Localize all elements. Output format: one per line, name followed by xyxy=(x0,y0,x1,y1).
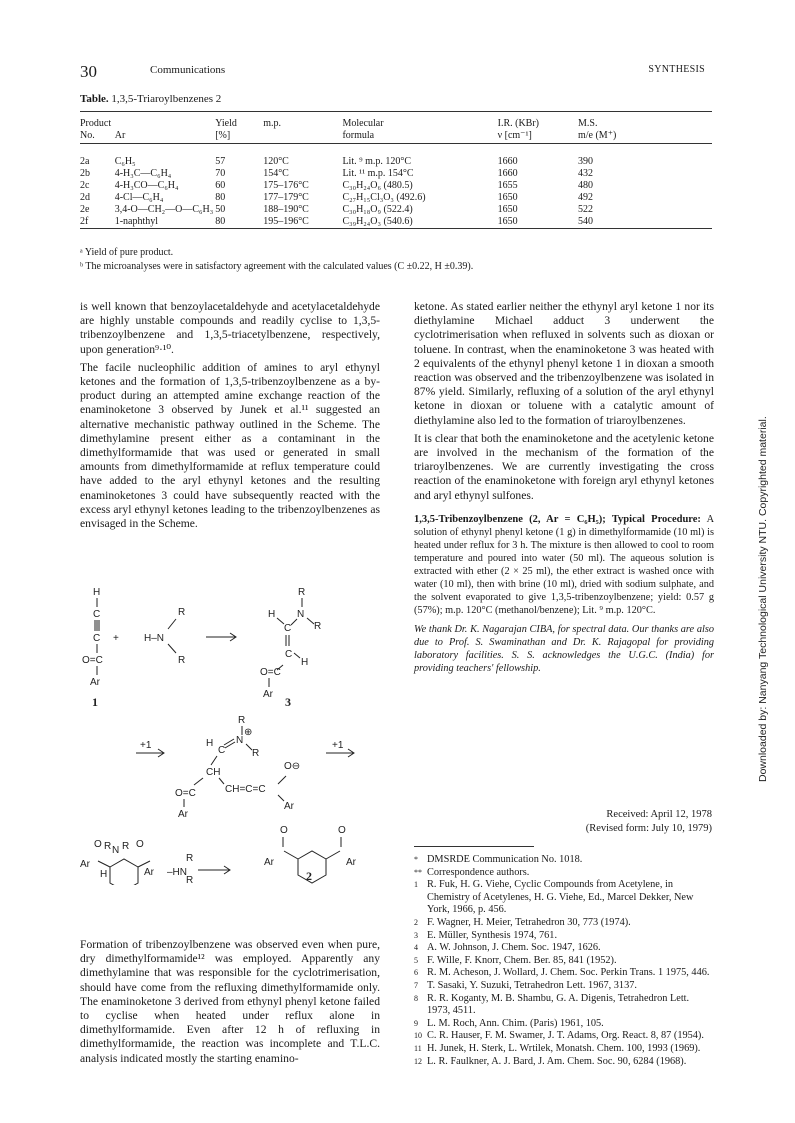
scheme-label: Ar xyxy=(80,859,90,870)
received-date: Received: April 12, 1978 xyxy=(606,809,712,820)
scheme-label: Ar xyxy=(264,857,274,868)
scheme-label: H xyxy=(100,869,108,880)
reference-item xyxy=(414,930,714,943)
reference-marker: 3 xyxy=(414,930,418,940)
column-header: [%] xyxy=(215,130,231,141)
scheme-label: + xyxy=(113,633,119,644)
download-notice xyxy=(757,282,775,782)
scheme-label: C xyxy=(218,745,226,756)
table-cell: 390 xyxy=(577,156,593,167)
scheme-label: O=C xyxy=(260,667,281,678)
scheme-label: +1 xyxy=(140,740,152,751)
table-row xyxy=(80,216,712,228)
reference-text: F. Wagner, H. Meier, Tetrahedron 30, 773 (1974). xyxy=(427,916,631,928)
table-header-rule xyxy=(80,143,712,144)
procedure-body: A solution of ethynyl phenyl ketone (1 g) in dimethylformamide (10 ml) is heated under reflux for 3 h. The mixture is then allowed to cool to room temperature and poured into water (50 ml). The aqueous solution is extracted with ether (2 × 25 ml), the ether extract is washed once with water (10 ml), then with brine (10 ml), dried with sodium sulphate, and the solvent evaporated to give 1,3,5-tribenzoylbenzene; yield: 0.57 g (57%); m.p. 120°C (methanol/benzene); Lit. ⁹ m.p. 120°C. xyxy=(414,513,714,616)
scheme-label: ⊕ xyxy=(244,727,253,738)
reference-marker: 9 xyxy=(414,1018,418,1028)
table-cell: 2b xyxy=(80,168,90,179)
reference-item xyxy=(414,980,714,993)
scheme-label: O xyxy=(94,839,102,850)
column-header: Ar xyxy=(114,130,126,141)
references xyxy=(414,854,714,1068)
reference-marker: 4 xyxy=(414,943,418,953)
table-footnote-b: ᵇ The microanalyses were in satisfactory agreement with the calculated values (C ±0.22, H ±0.39). xyxy=(80,261,474,272)
compound-1 xyxy=(82,587,103,709)
references-rule xyxy=(414,846,534,847)
table-cell: 480 xyxy=(577,180,593,191)
scheme-label: R xyxy=(298,587,306,598)
reference-text: R. Fuk, H. G. Viehe, Cyclic Compounds from Acetylene, in Chemistry of Acetylenes, H. G. Viehe, Ed., Marcel Dekker, New York, 1966, p. 456. xyxy=(427,879,694,916)
table-cell: 4-H₃C—C₆H₄ xyxy=(114,168,172,179)
cyclic-intermediate xyxy=(80,839,155,885)
column-header: Molecular xyxy=(342,118,384,129)
table-cell: 177–179°C xyxy=(263,192,309,203)
arrow xyxy=(206,633,236,641)
column-header: Product xyxy=(80,118,112,129)
reference-marker: 1 xyxy=(414,880,418,890)
table-cell: 1660 xyxy=(497,156,518,167)
table-cell: C₃₀H₂₄O₆ (480.5) xyxy=(342,180,413,191)
scheme-label: C xyxy=(285,649,293,660)
table-cell: 540 xyxy=(577,216,593,227)
scheme-label: –HN xyxy=(167,867,188,878)
column-header: No. xyxy=(80,130,95,141)
reference-marker: 11 xyxy=(414,1043,422,1053)
table-caption: Table. 1,3,5-Triaroylbenzenes 2 xyxy=(80,93,222,105)
table-cell: 80 xyxy=(215,216,226,227)
scheme-label: CH=C=C xyxy=(225,784,266,795)
left-column-bottom xyxy=(80,938,380,1070)
table-cell: 120°C xyxy=(263,156,289,167)
paragraph: is well known that benzoylacetaldehyde and acetylacetaldehyde are highly unstable compounds and readily cyclise to 1,3,5-tribenzoylbenzene and 1,3,5-triacetylbenzene, respectively, upon generation⁹·¹⁰. xyxy=(80,300,380,356)
table-cell: C₂₇H₁₅Cl₃O₃ (492.6) xyxy=(342,192,426,203)
reference-text: T. Sasaki, Y. Suzuki, Tetrahedron Lett. 1967, 3137. xyxy=(427,979,637,991)
reference-text: H. Junek, H. Sterk, L. Wrtilek, Monatsh. Chem. 100, 1993 (1969). xyxy=(427,1042,701,1054)
reaction-scheme xyxy=(80,585,380,885)
reference-item xyxy=(414,942,714,955)
reference-item xyxy=(414,917,714,930)
reference-marker: 6 xyxy=(414,968,418,978)
table-cell: 3,4-O—CH₂—O—C₆H₃ xyxy=(114,204,214,215)
reference-item xyxy=(414,1056,714,1069)
table-cell: 154°C xyxy=(263,168,289,179)
paragraph: Formation of tribenzoylbenzene was observed even when pure, dry dimethylformamide¹² was employed. Apparently any dimethylamine that was responsible for the cyclotrimerisation, should have come from the refluxing dimethylformamide only. The enaminoketone 3 derived from ethynyl phenyl ketone failed to cyclise when heated under reflux alone in dimethylformamide. Even after 12 h of refluxing in dimethylformamide, the reaction was incomplete and T.L.C. analysis indicated mostly the starting enamino- xyxy=(80,938,380,1065)
compound-number: 1 xyxy=(92,695,98,709)
scheme-label: O⊖ xyxy=(284,761,301,772)
section-name: Communications xyxy=(150,64,226,76)
triaroylbenzene-table xyxy=(80,116,712,228)
scheme-label: H–N xyxy=(144,633,165,644)
reference-item xyxy=(414,879,714,917)
intermediate xyxy=(136,715,354,820)
scheme-label: Ar xyxy=(346,857,356,868)
column-header: formula xyxy=(342,130,375,141)
table-cell: Lit. ¹¹ m.p. 154°C xyxy=(342,168,414,179)
table-cell: 2e xyxy=(80,204,90,215)
compound-number: 2 xyxy=(306,869,312,883)
scheme-label: O xyxy=(338,825,346,836)
table-cell: 432 xyxy=(577,168,593,179)
table-cell: 50 xyxy=(215,204,226,215)
scheme-label: H xyxy=(268,609,276,620)
scheme-label: N xyxy=(112,845,120,856)
table-cell: 1655 xyxy=(497,180,518,191)
reference-marker: 10 xyxy=(414,1031,422,1041)
page-number: 30 xyxy=(80,62,97,81)
table-cell: 2a xyxy=(80,156,90,167)
compound-number: 3 xyxy=(285,695,291,709)
paragraph: ketone. As stated earlier neither the ethynyl aryl ketone 1 nor its diethylamine Michael adduct 3 underwent the cyclotrimerisation when refluxed in solvents such as dioxan or toluene. In contrast, when the enaminoketone 3 was heated with 2 equivalents of the ethynyl phenyl ketone 1 in dioxan a smooth reaction was observed and the tribenzoylbenzene was isolated in 87% yield. Similarly, refluxing of a solution of the aryl ethynyl ketone in dioxan or toluene with a catalytic amount of diethylamine also led to the formation of triaroylbenzenes. xyxy=(414,300,714,427)
table-cell: 70 xyxy=(215,168,226,179)
table-cell: 1650 xyxy=(497,216,518,227)
table-cell: C₆H₅ xyxy=(114,156,136,167)
scheme-label: Ar xyxy=(263,689,273,700)
column-header: M.S. xyxy=(577,118,598,129)
scheme-label: H xyxy=(301,657,309,668)
product-2 xyxy=(167,825,357,885)
scheme-label: Ar xyxy=(178,809,188,820)
reference-marker: 5 xyxy=(414,955,418,965)
table-row xyxy=(80,180,712,192)
table-cell: 4-H₃CO—C₆H₄ xyxy=(114,180,179,191)
table-cell: 57 xyxy=(215,156,226,167)
table-cell: C₃₉H₂₄O₃ (540.6) xyxy=(342,216,413,227)
table-footnote-a: ᵃ Yield of pure product. xyxy=(80,247,174,258)
typical-procedure xyxy=(414,513,714,617)
scheme-label: +1 xyxy=(332,740,344,751)
right-column xyxy=(414,300,714,675)
table-cell: 1-naphthyl xyxy=(114,216,159,227)
table-row xyxy=(80,192,712,204)
scheme-label: O=C xyxy=(175,788,196,799)
table-row xyxy=(80,168,712,180)
scheme-label: CH xyxy=(206,767,221,778)
column-header xyxy=(263,130,342,142)
scheme-label: H xyxy=(93,587,101,598)
table-top-rule xyxy=(80,111,712,112)
reference-text: E. Müller, Synthesis 1974, 761. xyxy=(427,929,558,941)
reference-text: F. Wille, F. Knorr, Chem. Ber. 85, 841 (1952). xyxy=(427,954,617,966)
table-cell: 175–176°C xyxy=(263,180,309,191)
reference-item xyxy=(414,993,714,1018)
table-cell: 492 xyxy=(577,192,593,203)
reference-item xyxy=(414,1018,714,1031)
table-header-row-1 xyxy=(80,116,712,130)
scheme-label: C xyxy=(93,633,101,644)
reference-item xyxy=(414,867,714,880)
scheme-label: Ar xyxy=(90,677,100,688)
reference-text: R. R. Koganty, M. B. Shambu, G. A. Digenis, Tetrahedron Lett. 1973, 4511. xyxy=(427,992,690,1017)
scheme-label: R xyxy=(238,715,246,726)
column-header: m/e (M⁺) xyxy=(577,130,617,141)
reference-text: L. R. Faulkner, A. J. Bard, J. Am. Chem. Soc. 90, 6284 (1968). xyxy=(427,1055,687,1067)
reference-text: R. M. Acheson, J. Wollard, J. Chem. Soc. Perkin Trans. 1 1975, 446. xyxy=(427,967,710,979)
reference-text: C. R. Hauser, F. M. Swamer, J. T. Adams, Org. React. 8, 87 (1954). xyxy=(427,1030,704,1042)
scheme-label: R xyxy=(104,841,112,852)
journal-name: SYNTHESIS xyxy=(648,64,705,75)
table-cell: 60 xyxy=(215,180,226,191)
column-header: Yield xyxy=(215,118,237,129)
amine xyxy=(113,607,185,666)
procedure-title: 1,3,5-Tribenzoylbenzene (2, Ar = C₆H₅); Typical Procedure: xyxy=(414,513,701,525)
table-cell: 188–190°C xyxy=(263,204,309,215)
table-cell: 2f xyxy=(80,216,89,227)
table-header-row-2 xyxy=(80,130,712,142)
reference-marker: 8 xyxy=(414,993,418,1003)
table-cell: 2d xyxy=(80,192,90,203)
table-cell: C₃₀H₁₈O₉ (522.4) xyxy=(342,204,413,215)
reference-item xyxy=(414,1043,714,1056)
table-cell: 522 xyxy=(577,204,593,215)
scheme-label: C xyxy=(93,609,101,620)
column-header xyxy=(115,116,215,130)
scheme-label: Ar xyxy=(284,801,294,812)
reference-text: L. M. Roch, Ann. Chim. (Paris) 1961, 105. xyxy=(427,1017,604,1029)
paragraph: It is clear that both the enaminoketone and the acetylenic ketone are involved in the mechanism of the formation of the triaroylbenzenes. We are currently investigating the cross reaction of the enaminoketone with foreign aryl ethynyl ketones and aryl ethynyl sulfones. xyxy=(414,431,714,502)
scheme-label: O=C xyxy=(82,655,103,666)
table-cell: 1660 xyxy=(497,168,518,179)
revised-date: (Revised form: July 10, 1979) xyxy=(585,823,712,834)
scheme-label: N xyxy=(236,735,244,746)
column-header: I.R. (KBr) xyxy=(497,118,539,129)
table-cell: 1650 xyxy=(497,192,518,203)
reference-text: Correspondence authors. xyxy=(427,866,530,878)
column-header: m.p. xyxy=(263,118,281,129)
reference-item xyxy=(414,854,714,867)
reference-item xyxy=(414,1030,714,1043)
acknowledgement: We thank Dr. K. Nagarajan CIBA, for spectral data. Our thanks are also due to Prof. S. Swaminathan and Dr. K. Rajagopal for providing laboratory facilities. S. S. acknowledges the U.G.C. (India) for providing teachers' fellowship. xyxy=(414,623,714,674)
reference-marker: * xyxy=(414,855,418,864)
table-row xyxy=(80,142,712,168)
scheme-label: R xyxy=(122,841,130,852)
left-column-top xyxy=(80,300,380,535)
scheme-label: O xyxy=(136,839,144,850)
table-cell: 2c xyxy=(80,180,90,191)
scheme-label: N xyxy=(297,609,305,620)
download-notice-text: Downloaded by: Nanyang Technological University NTU. Copyrighted material. xyxy=(757,416,769,782)
reference-text: A. W. Johnson, J. Chem. Soc. 1947, 1626. xyxy=(427,942,601,954)
table-bottom-rule xyxy=(80,228,712,229)
table-cell: 1650 xyxy=(497,204,518,215)
reference-marker: 2 xyxy=(414,917,418,927)
table-cell: 4-Cl—C₆H₄ xyxy=(114,192,164,203)
reference-marker: 12 xyxy=(414,1056,422,1066)
reference-marker: 7 xyxy=(414,980,418,990)
column-header: ν [cm⁻¹] xyxy=(497,130,532,141)
scheme-label: Ar xyxy=(144,867,154,878)
scheme-label: R xyxy=(186,853,194,864)
reference-item xyxy=(414,967,714,980)
scheme-label: R xyxy=(178,655,186,666)
table-cell: 80 xyxy=(215,192,226,203)
table-cell: Lit. ⁹ m.p. 120°C xyxy=(342,156,412,167)
scheme-label: R xyxy=(252,748,260,759)
table-cell: 195–196°C xyxy=(263,216,309,227)
scheme-label: H xyxy=(206,738,214,749)
reference-marker: ** xyxy=(414,867,422,877)
scheme-label: R xyxy=(314,621,322,632)
scheme-label: C xyxy=(284,623,292,634)
reference-text: DMSRDE Communication No. 1018. xyxy=(427,854,583,865)
table-row xyxy=(80,204,712,216)
paragraph: The facile nucleophilic addition of amines to aryl ethynyl ketones and the formation of 1,3,5-tribenzoylbenzene as a by-product during an attempted amine exchange reaction of the enaminoketone 3 observed by Junek et al.¹¹ suggested an alternative mechanistic pathway outlined in the Scheme. The dimethylamine present either as a contaminant in the dimethylformamide that was used or generated in small amounts from dimethylformamide at reflux temperature could have added to the aryl ethynyl ketones and the resulting enaminoketones 3 could have subsequently reacted with the excess aryl ethynyl ketones leading to the tribenzoylbenzenes as envisaged in the Scheme. xyxy=(80,360,380,531)
scheme-label: O xyxy=(280,825,288,836)
scheme-label: R xyxy=(186,875,194,885)
scheme-label: R xyxy=(178,607,186,618)
reference-item xyxy=(414,955,714,968)
compound-3 xyxy=(260,587,321,709)
